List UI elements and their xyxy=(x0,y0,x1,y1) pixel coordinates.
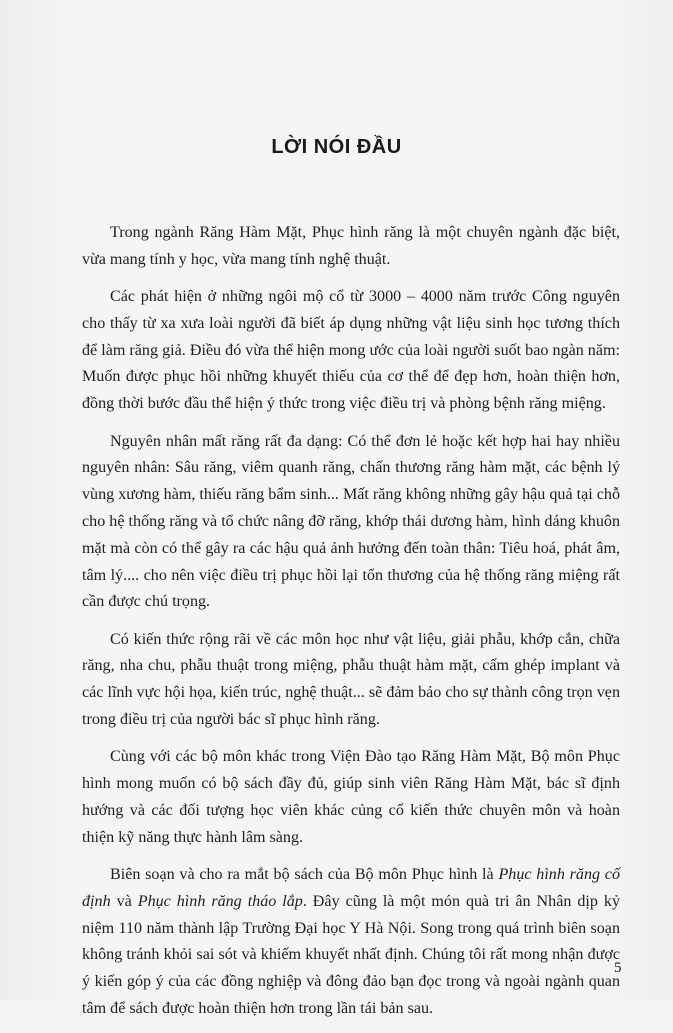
paragraph-4: Có kiến thức rộng rãi về các môn học như vật liệu, giải phẫu, khớp cắn, chữa răng, nha chu, phẫu thuật trong miệng, phẫu thuật hàm mặt, cấm ghép implant và các lĩnh vực hội họa, kiến trúc, nghệ thuật... sẽ đảm bảo cho sự thành công trọn vẹn trong điều trị của người bác sĩ phục hình răng. xyxy=(82,630,620,729)
paragraph-2: Các phát hiện ở những ngôi mộ cổ từ 3000 – 4000 năm trước Công nguyên cho thấy từ xa xưa loài người đã biết áp dụng những vật liệu sinh học tương thích để làm răng giả. Điều đó vừa thể hiện mong ước của loài người suốt bao ngàn năm: Muốn được phục hồi những khuyết thiếu của cơ thể để đẹp hơn, hoàn thiện hơn, đồng thời bước đầu thể hiện ý thức trong việc điều trị và phòng bệnh răng miệng. xyxy=(82,288,620,413)
paragraph-3: Nguyên nhân mất răng rất đa dạng: Có thể đơn lẻ hoặc kết hợp hai hay nhiều nguyên nhân: Sâu răng, viêm quanh răng, chấn thương răng hàm mặt, các bệnh lý vùng xương hàm, thiếu răng bẩm sinh... Mất răng không những gây hậu quả tại chỗ cho hệ thống răng và tổ chức nâng đỡ răng, khớp thái dương hàm, hình dáng khuôn mặt mà còn có thể gây ra các hậu quả ảnh hưởng đến toàn thân: Tiêu hoá, phát âm, tâm lý.... cho nên việc điều trị phục hồi lại tổn thương của hệ thống răng miệng rất cần được chú trọng. xyxy=(82,432,620,611)
paragraph-6-text-b: và xyxy=(110,892,138,910)
book-title-fixed: Phục hình răng cố định xyxy=(82,866,620,910)
paragraph-5: Cùng với các bộ môn khác trong Viện Đào tạo Răng Hàm Mặt, Bộ môn Phục hình mong muốn có bộ sách đầy đủ, giúp sinh viên Răng Hàm Mặt, bác sĩ định hướng và các đối tượng học viên khác củng cố kiến thức chuyên môn và hoàn thiện kỹ năng thực hành lâm sàng. xyxy=(82,748,620,846)
paragraph-1: Trong ngành Răng Hàm Mặt, Phục hình răng là một chuyên ngành đặc biệt, vừa mang tính y học, vừa mang tính nghệ thuật. xyxy=(82,224,620,268)
page-title: LỜI NÓI ĐẦU xyxy=(271,136,402,158)
book-title-removable: Phục hình răng tháo lắp xyxy=(137,892,303,910)
paragraph-6-text-c: . Đây cũng là một món quà tri ân Nhân dịp kỷ niệm 110 năm thành lập Trường Đại học Y Hà Nội. Song trong quá trình biên soạn không tránh khỏi sai sót và khiếm khuyết nhất định. Chúng tôi rất mong nhận được ý kiến góp ý của các đồng nghiệp và đông đảo bạn đọc trong và ngoài ngành quan tâm để sách được hoàn thiện hơn trong lần tái bản sau. xyxy=(82,892,620,1018)
preface-body xyxy=(82,220,620,1033)
paragraph-6 xyxy=(82,862,620,1023)
paragraph-6-text-a: Biên soạn và cho ra mắt bộ sách của Bộ môn Phục hình là xyxy=(110,866,499,884)
page-number: 5 xyxy=(614,960,622,976)
